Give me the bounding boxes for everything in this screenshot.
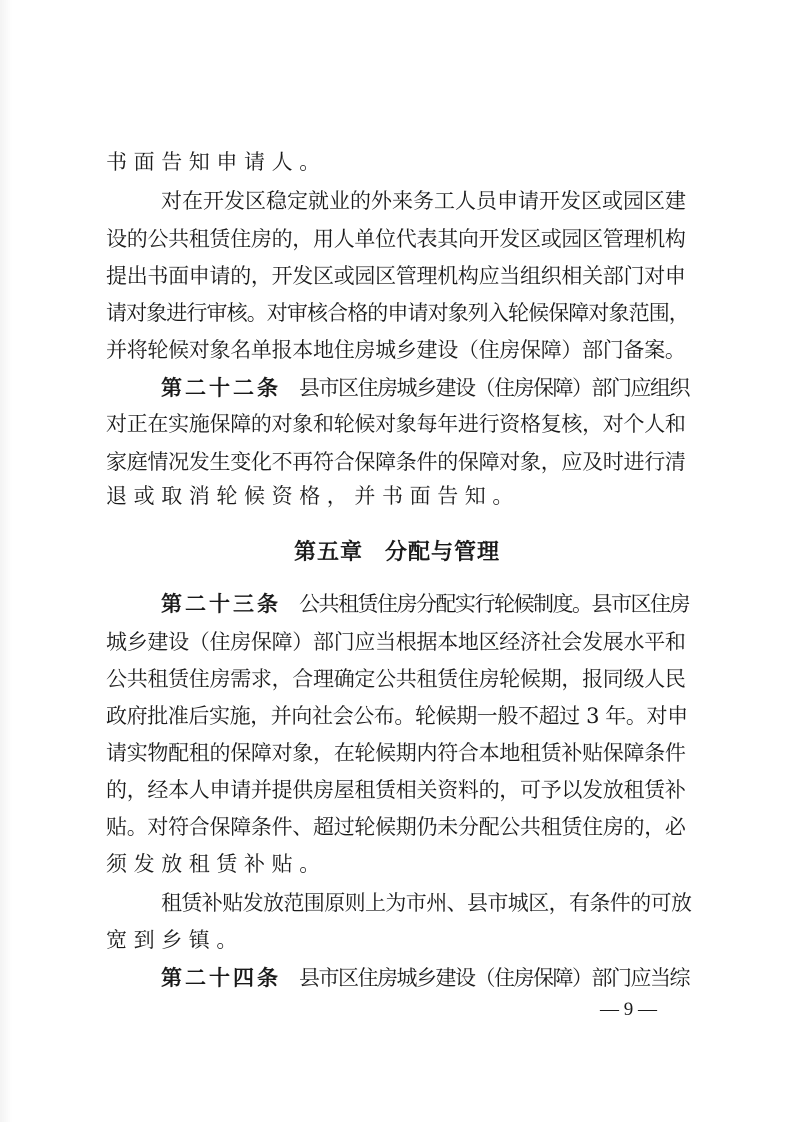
text-line: 须发放租赁补贴。 <box>106 852 327 876</box>
text-line: 的，经本人申请并提供房屋租赁相关资料的，可予以发放租赁补 <box>106 778 686 802</box>
text-line: 宽到乡镇。 <box>106 928 244 952</box>
text-line: 家庭情况发生变化不再符合保障条件的保障对象，应及时进行清 <box>106 450 686 474</box>
text-line: 租赁补贴发放范围原则上为市州、县市城区，有条件的可放 <box>161 891 692 915</box>
text-line: 退或取消轮候资格，并书面告知。 <box>106 484 520 508</box>
article-24-label: 第二十四条 <box>161 966 281 990</box>
text-line: 书面告知申请人。 <box>106 150 327 174</box>
article-22-first-line <box>161 373 690 403</box>
text-line: 政府批准后实施，并向社会公布。轮候期一般不超过 3 年。对申 <box>106 704 688 728</box>
page-number: — 9 — <box>600 999 657 1020</box>
chapter-number: 第五章 <box>293 540 363 565</box>
text-line: 对在开发区稳定就业的外来务工人员申请开发区或园区建 <box>161 189 686 213</box>
text-line: 请实物配租的保障对象，在轮候期内符合本地租赁补贴保障条件 <box>106 741 686 765</box>
article-23-text: 公共租赁住房分配实行轮候制度。县市区住房 <box>299 592 689 616</box>
article-23-first-line <box>161 589 690 619</box>
text-line: 设的公共租赁住房的，用人单位代表其向开发区或园区管理机构 <box>106 227 686 251</box>
text-line: 提出书面申请的，开发区或园区管理机构应当组织相关部门对申 <box>106 264 686 288</box>
article-22-text: 县市区住房城乡建设（住房保障）部门应组织 <box>299 376 689 400</box>
chapter-title: 分配与管理 <box>385 540 501 565</box>
article-22-label: 第二十二条 <box>161 376 281 400</box>
text-line: 对正在实施保障的对象和轮候对象每年进行资格复核，对个人和 <box>106 412 686 436</box>
text-line: 城乡建设（住房保障）部门应当根据本地区经济社会发展水平和 <box>106 630 686 654</box>
article-23-label: 第二十三条 <box>161 592 281 616</box>
article-24-text: 县市区住房城乡建设（住房保障）部门应当综 <box>299 966 689 990</box>
text-line: 并将轮候对象名单报本地住房城乡建设（住房保障）部门备案。 <box>106 338 686 362</box>
text-line: 公共租赁住房需求，合理确定公共租赁住房轮候期，报同级人民 <box>106 667 686 691</box>
article-24-first-line <box>161 963 690 993</box>
text-line: 请对象进行审核。对审核合格的申请对象列入轮候保障对象范围， <box>106 301 689 325</box>
chapter-heading <box>0 538 794 568</box>
text-line: 贴。对符合保障条件、超过轮候期仍未分配公共租赁住房的，必 <box>106 815 686 839</box>
